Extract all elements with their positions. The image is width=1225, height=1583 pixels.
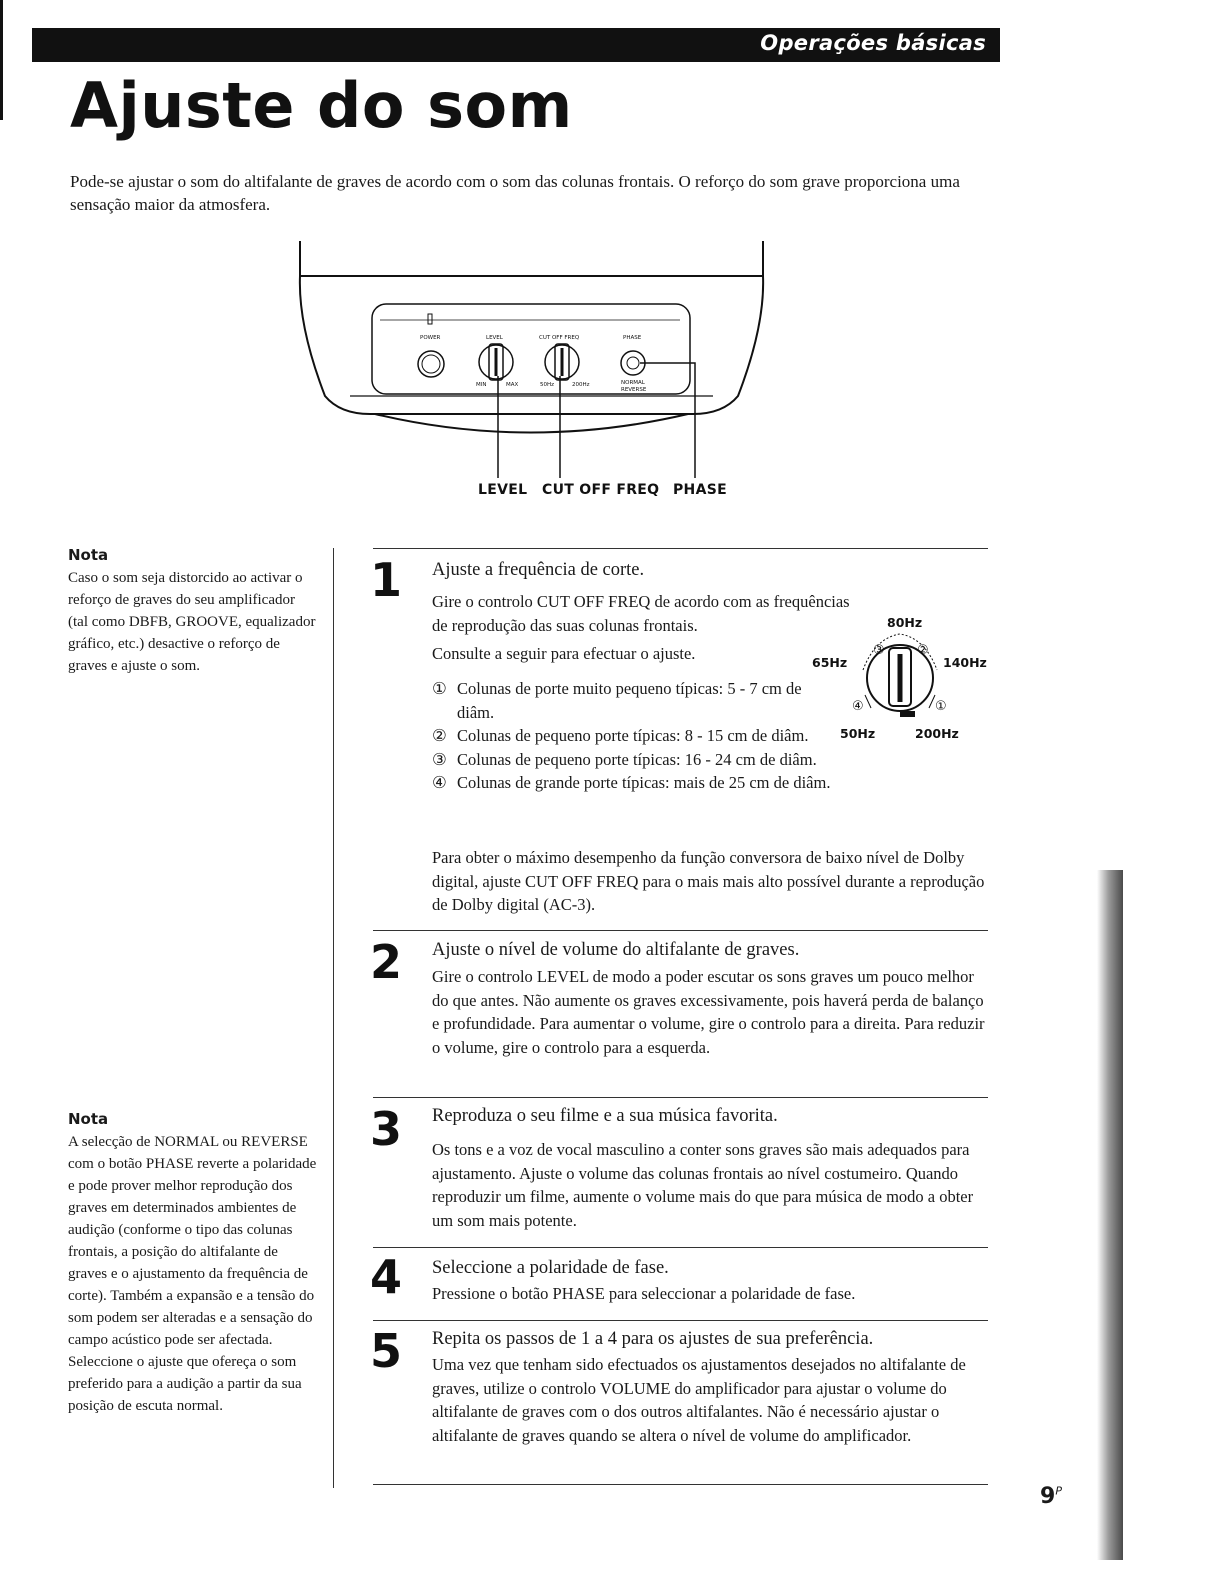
cut-off-freq-dial-diagram — [805, 610, 995, 745]
callout-level: LEVEL — [478, 482, 528, 498]
list-item-text: Colunas de grande porte típicas: mais de 25 cm de diâm. — [457, 773, 831, 792]
side-note-heading: Nota — [68, 546, 109, 564]
list-item-text: Colunas de porte muito pequeno típicas: 5 - 7 cm de diâm. — [457, 679, 802, 722]
dial-label-200hz: 200Hz — [915, 726, 959, 741]
subwoofer-panel-diagram — [290, 236, 770, 511]
step-number: 1 — [370, 553, 403, 607]
side-note-1 — [68, 545, 318, 677]
panel-power-label: POWER — [420, 335, 441, 341]
step-number: 3 — [370, 1102, 403, 1156]
side-note-2 — [68, 1109, 318, 1417]
list-item — [432, 724, 812, 748]
panel-freq-high-label: 200Hz — [572, 382, 590, 388]
step-body: Uma vez que tenham sido efectuados os ajustamentos desejados no altifalante de graves, utilize o controlo VOLUME do amplificador para ajustar o volume do altifalante de graves com o dos outros altifalantes. Não é necessário ajustar o altifalante de graves quando se altera o nível de volume do amplificador. — [432, 1355, 966, 1445]
step-title: Ajuste o nível de volume do altifalante de graves. — [432, 940, 800, 960]
step-title: Ajuste a frequência de corte. — [432, 560, 645, 580]
step-title: Repita os passos de 1 a 4 para os ajustes de sua preferência. — [432, 1329, 874, 1349]
list-item — [432, 771, 912, 795]
intro-paragraph: Pode-se ajustar o som do altifalante de graves de acordo com o som das colunas frontais. O reforço do som grave proporciona uma sensação maior da atmosfera. — [70, 172, 960, 214]
panel-cutoff-label: CUT OFF FREQ — [539, 335, 580, 341]
page-number — [1040, 1484, 1062, 1509]
column-divider — [333, 548, 334, 1488]
step-title: Reproduza o seu filme e a sua música favorita. — [432, 1106, 778, 1126]
panel-reverse-label: REVERSE — [621, 387, 647, 393]
step-divider — [373, 930, 988, 931]
dial-label-50hz: 50Hz — [840, 726, 876, 741]
circled-number-4: ④ — [432, 773, 447, 792]
step-divider — [373, 1320, 988, 1321]
step-number: 5 — [370, 1324, 403, 1378]
dial-label-80hz: 80Hz — [887, 615, 923, 630]
dial-mark-1: ① — [935, 699, 947, 714]
step-body: Gire o controlo LEVEL de modo a poder escutar os sons graves um pouco melhor do que antes. Não aumente os graves excessivamente, pois haverá perda de balanço e profundidade. Para aumentar o volume, gire o controlo para a direita. Para reduzir o volume, gire o controlo para a esquerda. — [432, 967, 985, 1057]
step-body: Pressione o botão PHASE para seleccionar a polaridade de fase. — [432, 1284, 856, 1303]
circled-number-2: ② — [432, 726, 447, 745]
page-number-value: 9 — [1040, 1484, 1056, 1509]
callout-phase: PHASE — [673, 482, 727, 498]
page-edge-mark — [0, 0, 3, 120]
list-item-text: Colunas de pequeno porte típicas: 16 - 24 cm de diâm. — [457, 749, 817, 769]
page-title: Ajuste do som — [70, 69, 573, 142]
dial-label-140hz: 140Hz — [943, 655, 987, 670]
step-divider — [373, 548, 988, 549]
step-body: Gire o controlo CUT OFF FREQ de acordo com as frequências de reprodução das suas colunas frontais. — [432, 592, 850, 635]
dial-mark-4: ④ — [852, 699, 864, 714]
step-divider — [373, 1247, 988, 1248]
panel-freq-low-label: 50Hz — [540, 382, 555, 388]
panel-level-label: LEVEL — [486, 335, 503, 341]
list-item — [432, 748, 912, 772]
panel-normal-label: NORMAL — [621, 380, 645, 386]
section-label: Operações básicas — [760, 31, 986, 55]
step-divider — [373, 1097, 988, 1098]
page-binding-shadow — [1097, 870, 1123, 1560]
step-body-consult: Consulte a seguir para efectuar o ajuste. — [432, 644, 696, 663]
list-item — [432, 677, 812, 724]
panel-min-label: MIN — [476, 382, 487, 388]
step-title: Seleccione a polaridade de fase. — [432, 1258, 669, 1278]
list-item-text: Colunas de pequeno porte típicas: 8 - 15 cm de diâm. — [457, 726, 809, 745]
side-note-text: A selecção de NORMAL ou REVERSE com o botão PHASE reverte a polaridade e pode prover melhor reprodução dos graves em determinados ambientes de audição (conforme o tipo das colunas frontais, a posição do altifalante de graves e o ajustamento da frequência de corte). Também a expansão e a tensão do som podem ser alteradas e a sensação do campo acústico pode ser afectada. Seleccione o ajuste que ofereça o som preferido para a audição a partir da sua posição de escuta normal. — [68, 1134, 317, 1414]
circled-number-1: ① — [432, 679, 447, 698]
step-extra-note: Para obter o máximo desempenho da função conversora de baixo nível de Dolby digital, ajuste CUT OFF FREQ para o mais mais alto possível durante a reprodução de Dolby digital (AC-3). — [432, 848, 985, 914]
step-number: 2 — [370, 935, 403, 989]
panel-max-label: MAX — [506, 382, 519, 388]
step-divider — [373, 1484, 988, 1485]
step-body: Os tons e a voz de vocal masculino a conter sons graves são mais adequados para ajustamento. Ajuste o volume das colunas frontais ao nível costumeiro. Quando reproduzir um filme, aumente o volume mais do que para música de modo a obter um som mais potente. — [432, 1140, 974, 1230]
circled-number-3: ③ — [432, 749, 447, 769]
side-note-heading: Nota — [68, 1110, 109, 1128]
dial-label-65hz: 65Hz — [812, 655, 848, 670]
callout-cut-off-freq: CUT OFF FREQ — [542, 482, 660, 498]
dial-mark-2: ② — [917, 643, 929, 658]
panel-phase-label: PHASE — [623, 335, 642, 341]
page-number-suffix: P — [1055, 1484, 1062, 1498]
step-number: 4 — [370, 1250, 403, 1304]
section-header-bar — [32, 28, 1000, 62]
side-note-text: Caso o som seja distorcido ao activar o reforço de graves do seu amplificador (tal como DBFB, GROOVE, equalizador gráfico, etc.) desactive o reforço de graves e ajuste o som. — [68, 570, 316, 674]
dial-mark-3: ③ — [873, 643, 885, 658]
